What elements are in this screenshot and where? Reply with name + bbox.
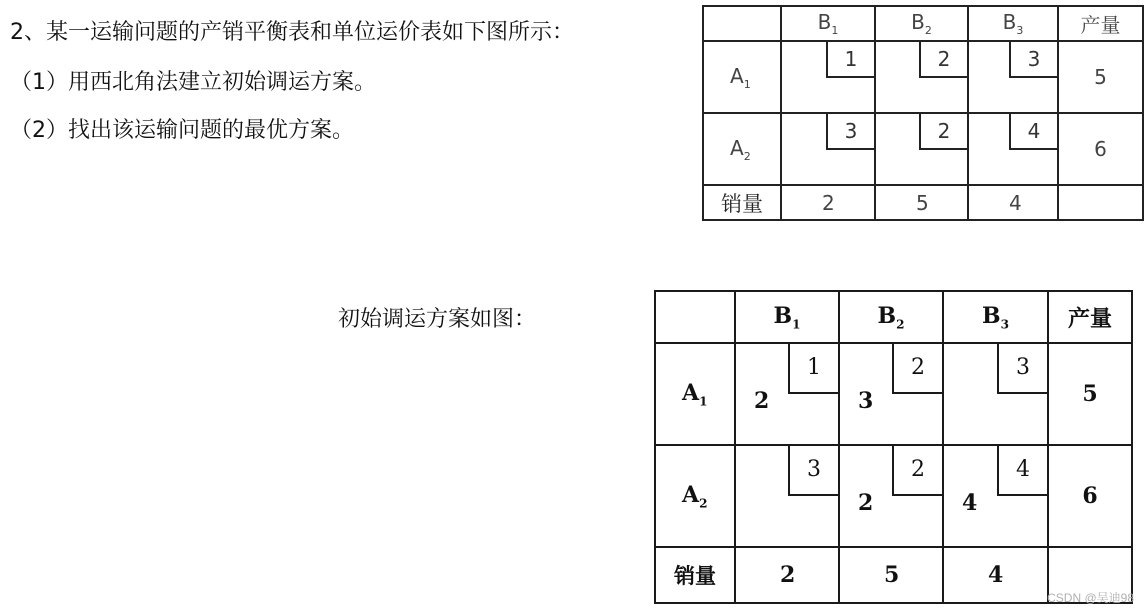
row-header-demand: 销量 — [703, 185, 781, 220]
cell-a2-b1 — [781, 113, 875, 185]
problem-title: 2、某一运输问题的产销平衡表和单位运价表如下图所示： — [10, 20, 574, 45]
cell-a2-b3 — [943, 445, 1048, 547]
unit-cost: 3 — [788, 446, 838, 496]
row-header-a2: $A_2$ — [655, 445, 735, 547]
demand-b3: 4 — [968, 185, 1058, 220]
unit-cost: 4 — [997, 446, 1047, 496]
row-header-a1: $A_1$ — [655, 343, 735, 445]
row-header-demand: 销量 — [655, 547, 735, 603]
demand-b1: 2 — [781, 185, 875, 220]
unit-cost: 1 — [788, 344, 838, 394]
allocation: 3 — [858, 388, 874, 414]
watermark: CSDN @吴迪98 — [1047, 591, 1134, 605]
cell-a2-b1 — [735, 445, 839, 547]
row-header-a1: $A_1$ — [703, 41, 781, 113]
cell-a1-b1 — [781, 41, 875, 113]
allocation: 2 — [858, 490, 874, 516]
header-row — [655, 291, 1132, 343]
question-1: （1）用西北角法建立初始调运方案。 — [10, 70, 376, 95]
unit-cost: 4 — [1009, 114, 1057, 150]
caption: 初始调运方案如图： — [338, 307, 537, 332]
unit-cost: 2 — [919, 42, 967, 78]
demand-b1: 2 — [735, 547, 839, 603]
table-row-a2 — [703, 113, 1143, 185]
cell-a1-b1 — [735, 343, 839, 445]
header-row — [703, 6, 1143, 41]
question-2: （2）找出该运输问题的最优方案。 — [10, 118, 354, 143]
cell-a1-b3 — [968, 41, 1058, 113]
table-row-a1 — [703, 41, 1143, 113]
supply-a2: 6 — [1058, 113, 1143, 185]
cost-balance-table — [702, 5, 1144, 221]
allocation: 4 — [962, 490, 978, 516]
col-header-production: 产量 — [1058, 6, 1143, 41]
col-header-b2: $B_2$ — [875, 6, 968, 41]
cell-a2-b3 — [968, 113, 1058, 185]
unit-cost: 3 — [997, 344, 1047, 394]
table-row-a2 — [655, 445, 1132, 547]
cell-a2-b2 — [839, 445, 943, 547]
cell-a1-b3 — [943, 343, 1048, 445]
cell-a1-b2 — [875, 41, 968, 113]
row-header-a2: $A_2$ — [703, 113, 781, 185]
unit-cost: 2 — [892, 344, 942, 394]
initial-plan-table — [654, 290, 1133, 604]
unit-cost: 2 — [919, 114, 967, 150]
empty-cell — [1058, 185, 1143, 220]
demand-b2: 5 — [875, 185, 968, 220]
demand-b2: 5 — [839, 547, 943, 603]
unit-cost: 1 — [826, 42, 874, 78]
demand-b3: 4 — [943, 547, 1048, 603]
cell-a2-b2 — [875, 113, 968, 185]
table-row-a1 — [655, 343, 1132, 445]
corner-cell — [655, 291, 735, 343]
demand-row — [703, 185, 1143, 220]
cell-a1-b2 — [839, 343, 943, 445]
col-header-b3: $B_3$ — [968, 6, 1058, 41]
allocation: 2 — [754, 388, 770, 414]
unit-cost: 3 — [826, 114, 874, 150]
col-header-b1: $B_1$ — [735, 291, 839, 343]
unit-cost: 2 — [892, 446, 942, 496]
col-header-b2: $B_2$ — [839, 291, 943, 343]
col-header-b1: $B_1$ — [781, 6, 875, 41]
supply-a2: 6 — [1048, 445, 1132, 547]
corner-cell — [703, 6, 781, 41]
col-header-production: 产量 — [1048, 291, 1132, 343]
unit-cost: 3 — [1009, 42, 1057, 78]
supply-a1: 5 — [1058, 41, 1143, 113]
supply-a1: 5 — [1048, 343, 1132, 445]
col-header-b3: $B_3$ — [943, 291, 1048, 343]
